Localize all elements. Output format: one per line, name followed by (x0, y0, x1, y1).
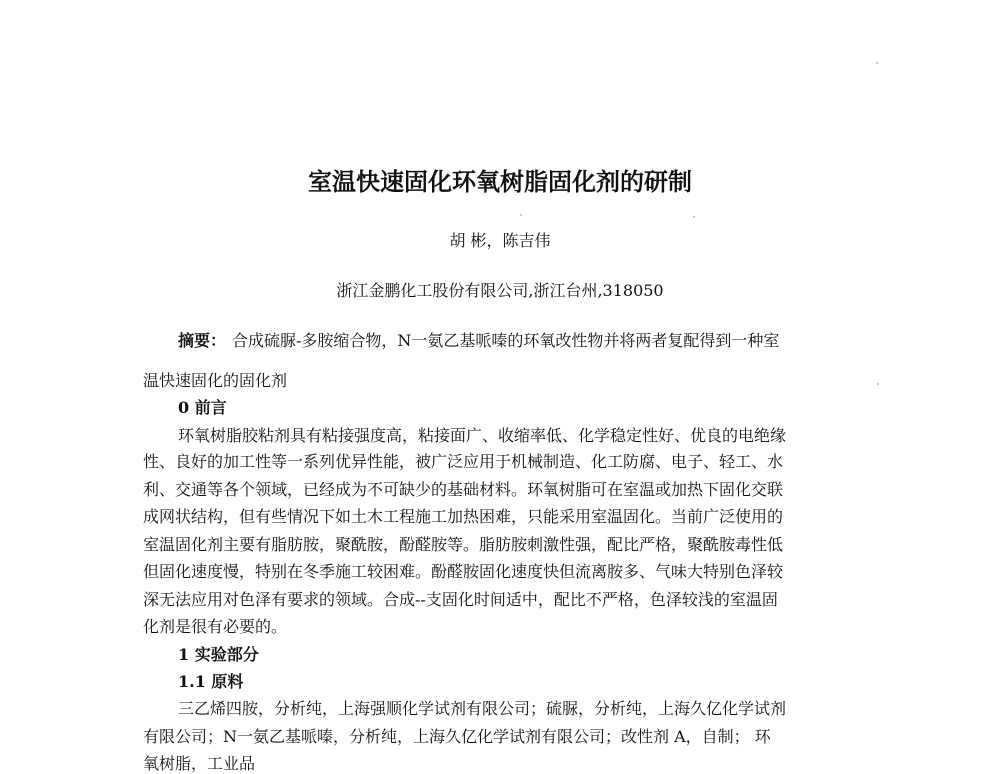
paragraph-line: 但固化速度慢，特别在冬季施工较困难。酚醛胺固化速度快但流离胺多、气味大特别色泽较 (143, 562, 784, 581)
scan-speck (693, 216, 695, 218)
paragraph-line: 环氧树脂胶粘剂具有粘接强度高，粘接面广、收缩率低、化学稳定性好、优良的电绝缘 (178, 426, 787, 445)
paper-affiliation: 浙江金鹏化工股份有限公司,浙江台州,318050 (336, 281, 664, 300)
abstract-label: 摘要： (178, 331, 227, 350)
paper-authors: 胡 彬，陈吉伟 (449, 231, 551, 250)
paragraph-line: 性、良好的加工性等一系列优异性能，被广泛应用于机械制造、化工防腐、电子、轻工、水 (143, 452, 784, 471)
section-heading-preface: 0 前言 (178, 398, 227, 417)
paragraph-line: 室温固化剂主要有脂肪胺，聚酰胺，酚醛胺等。脂肪胺刺激性强，配比严格，聚酰胺毒性低 (143, 535, 784, 554)
paragraph-line: 有限公司；N一氨乙基哌嗪，分析纯，上海久亿化学试剂有限公司；改性剂 A，自制； 环 (143, 727, 771, 746)
abstract-text-line: 合成硫脲-多胺缩合物，N一氨乙基哌嗪的环氧改性物并将两者复配得到一种室 (232, 331, 780, 350)
section-heading-experiment: 1 实验部分 (178, 645, 259, 664)
paragraph-line: 利、交通等各个领域，已经成为不可缺少的基础材料。环氧树脂可在室温或加热下固化交联 (143, 480, 784, 499)
scan-speck (520, 214, 522, 216)
abstract-text-line: 温快速固化的固化剂 (143, 371, 288, 390)
paragraph-line: 三乙烯四胺，分析纯，上海强顺化学试剂有限公司；硫脲，分析纯，上海久亿化学试剂 (178, 699, 787, 718)
scan-speck (877, 383, 879, 385)
paragraph-line: 深无法应用对色泽有要求的领域。合成--支固化时间适中，配比不严格，色泽较浅的室温固 (143, 590, 778, 609)
abstract (178, 328, 779, 351)
paragraph-line: 成网状结构，但有些情况下如土木工程施工加热困难，只能采用室温固化。当前广泛使用的 (143, 507, 784, 526)
paragraph-line: 化剂是很有必要的。 (143, 617, 288, 636)
subsection-heading-materials: 1.1 原料 (178, 672, 244, 691)
paragraph-line: 氧树脂，工业品 (143, 754, 256, 773)
paper-title: 室温快速固化环氧树脂固化剂的研制 (308, 167, 692, 196)
scan-speck (876, 62, 878, 64)
